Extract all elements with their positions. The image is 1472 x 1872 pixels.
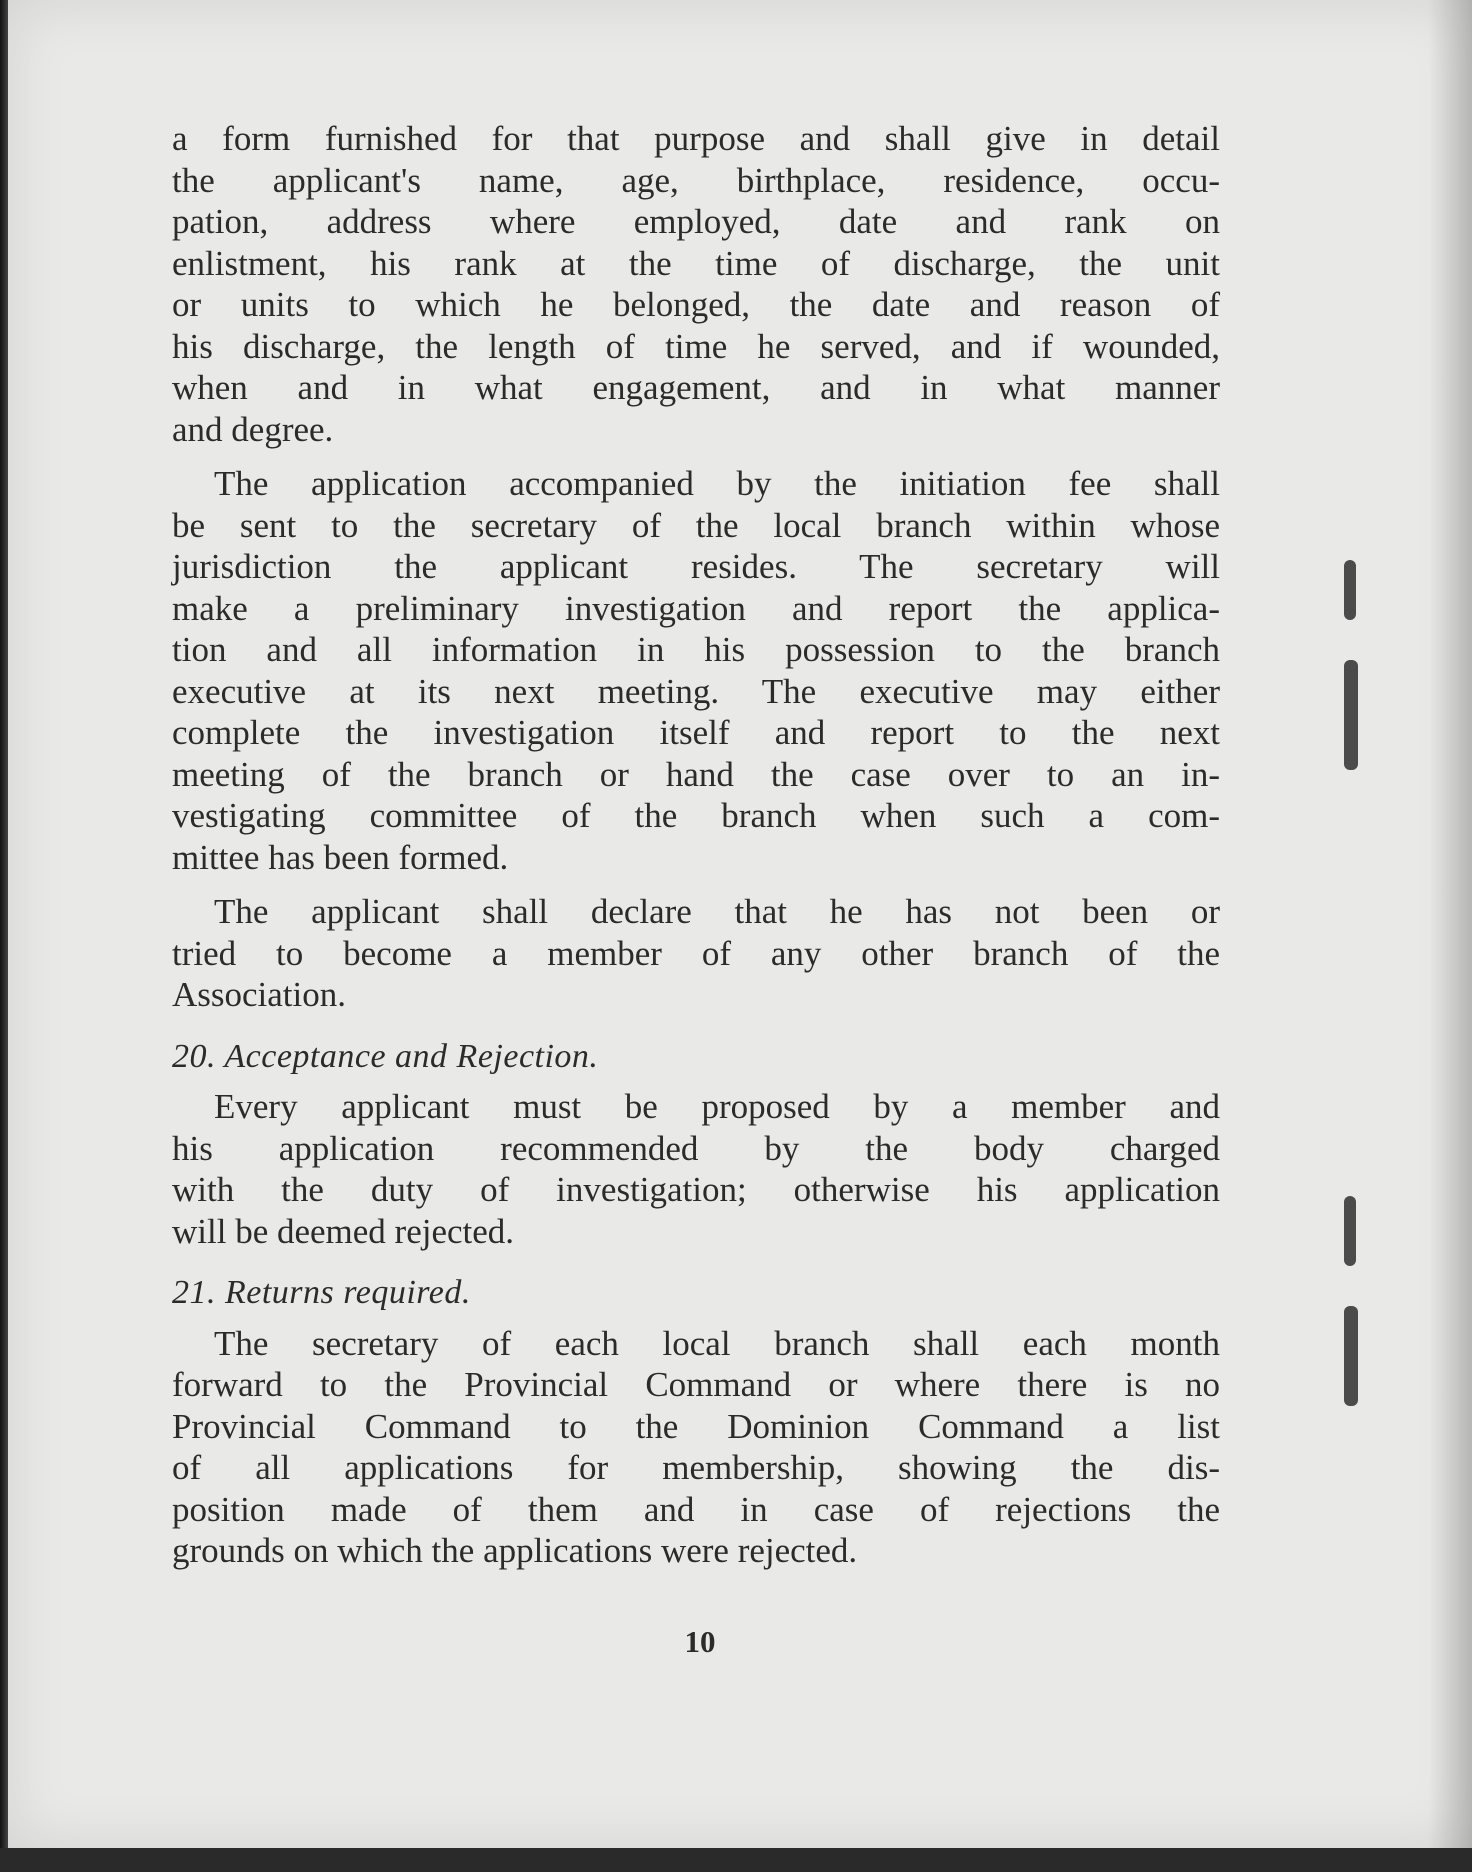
text-line: the applicant's name, age, birthplace, residence, occu- — [172, 160, 1220, 200]
text-line: forward to the Provincial Command or where there is no — [172, 1365, 1220, 1404]
text-line: enlistment, his rank at the time of discharge, the unit — [172, 243, 1220, 283]
section-heading-returns: 21. Returns required. — [172, 1274, 471, 1311]
text-line: The applicant shall declare that he has not been or — [214, 892, 1220, 931]
paragraph-returns — [172, 1323, 1220, 1572]
text-line: pation, address where employed, date and rank on — [172, 202, 1220, 241]
text-line: Association. — [172, 975, 347, 1014]
text-line: position made of them and in case of rejections the — [172, 1489, 1220, 1529]
text-line: grounds on which the applications were rejected. — [172, 1531, 858, 1570]
text-line: Provincial Command to the Dominion Command a list — [172, 1406, 1220, 1446]
bleed-mark — [1344, 560, 1356, 620]
paragraph-application-sent — [172, 463, 1220, 878]
text-line: his application recommended by the body charged — [172, 1128, 1220, 1168]
text-line: of all applications for membership, showing the dis- — [172, 1448, 1220, 1487]
text-line: jurisdiction the applicant resides. The secretary will — [172, 547, 1220, 586]
paragraph-acceptance — [172, 1086, 1220, 1252]
text-line: or units to which he belonged, the date and reason of — [172, 285, 1220, 324]
paragraph-application-form — [172, 118, 1220, 450]
text-line: The application accompanied by the initiation fee shall — [214, 464, 1220, 503]
text-line: make a preliminary investigation and report the applica- — [172, 588, 1220, 628]
bottom-edge — [0, 1848, 1472, 1872]
text-line: when and in what engagement, and in what manner — [172, 368, 1220, 407]
text-line: his discharge, the length of time he served, and if wounded, — [172, 326, 1220, 366]
text-line: Every applicant must be proposed by a member and — [214, 1087, 1220, 1126]
text-line: executive at its next meeting. The executive may either — [172, 671, 1220, 711]
paragraph-applicant-declare — [172, 891, 1220, 1016]
text-line: be sent to the secretary of the local branch within whose — [172, 505, 1220, 545]
text-line: complete the investigation itself and report to the next — [172, 713, 1220, 752]
bleed-mark — [1344, 660, 1358, 770]
text-line: mittee has been formed. — [172, 837, 509, 877]
section-heading-acceptance: 20. Acceptance and Rejection. — [172, 1037, 599, 1075]
text-line: tried to become a member of any other branch of the — [172, 933, 1220, 973]
text-line: tion and all information in his possession to the branch — [172, 630, 1220, 669]
bleed-mark — [1344, 1196, 1356, 1266]
text-line: with the duty of investigation; otherwise his application — [172, 1170, 1220, 1209]
text-line: and degree. — [172, 409, 334, 449]
text-line: meeting of the branch or hand the case over to an in- — [172, 754, 1220, 794]
text-line: vestigating committee of the branch when such a com- — [172, 796, 1220, 835]
document-body — [172, 118, 1220, 1585]
bleed-mark — [1344, 1306, 1358, 1406]
binding-edge — [0, 0, 8, 1872]
text-line: a form furnished for that purpose and shall give in detail — [172, 119, 1220, 158]
text-line: will be deemed rejected. — [172, 1211, 515, 1251]
page-shadow — [1428, 0, 1472, 1848]
text-line: The secretary of each local branch shall each month — [214, 1323, 1220, 1363]
page-number: 10 — [684, 1624, 716, 1659]
